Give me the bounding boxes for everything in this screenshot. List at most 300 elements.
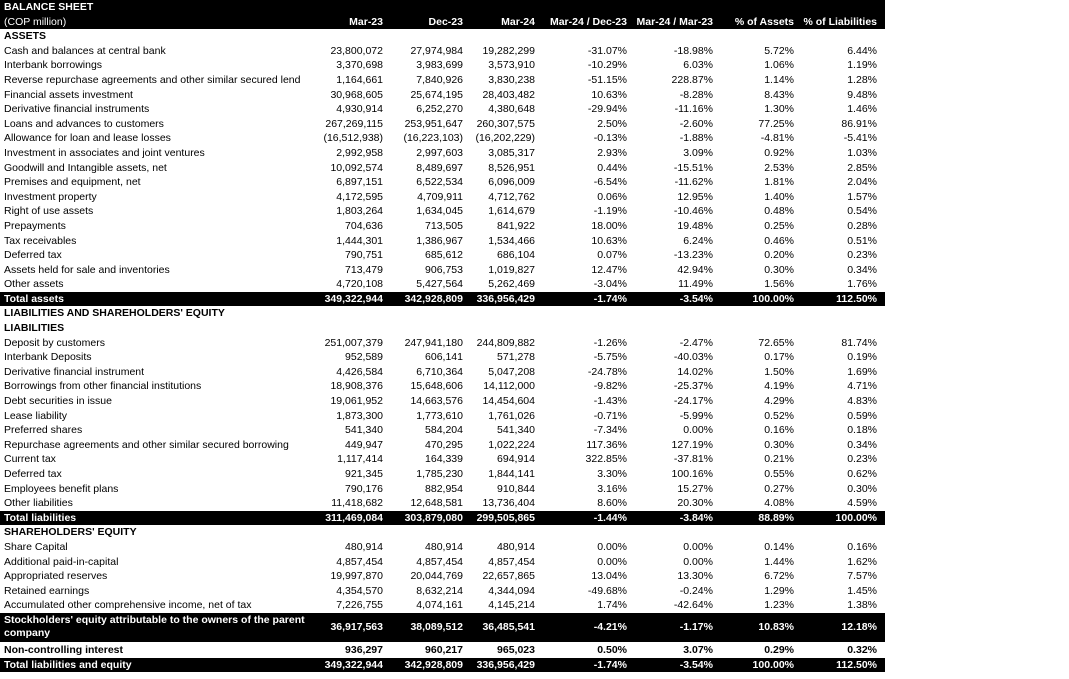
row-value: 1,785,230 xyxy=(416,468,463,480)
row-value: 112.50% xyxy=(836,658,877,671)
row-value: 0.27% xyxy=(764,482,794,495)
row-value: -42.64% xyxy=(673,599,713,612)
section-heading-liabilities: LIABILITIES xyxy=(4,322,65,335)
row-value: 11,418,682 xyxy=(331,497,383,510)
table-row xyxy=(0,219,885,234)
row-value: 4.59% xyxy=(847,497,877,510)
row-value: -11.16% xyxy=(674,103,713,116)
row-value: 1.30% xyxy=(764,103,794,116)
row-value: 228.87% xyxy=(671,73,713,86)
liabilities-rows xyxy=(0,336,885,511)
row-value: 0.21% xyxy=(764,453,794,466)
row-value: -1.17% xyxy=(679,620,713,633)
row-label: Investment property xyxy=(4,190,97,203)
row-value: 1.50% xyxy=(764,365,794,378)
row-value: 606,141 xyxy=(425,351,463,364)
table-row xyxy=(0,365,885,380)
row-value: 86.91% xyxy=(841,117,877,130)
table-row xyxy=(0,263,885,278)
row-value: 342,928,809 xyxy=(404,292,463,305)
row-value: 1.19% xyxy=(847,59,877,72)
row-label: Other assets xyxy=(4,278,64,291)
row-value: 0.23% xyxy=(847,453,877,466)
row-value: 8.43% xyxy=(764,88,794,101)
row-value: 694,914 xyxy=(497,453,535,466)
table-row xyxy=(0,569,885,584)
row-value: -8.28% xyxy=(679,88,713,101)
section-heading-assets: ASSETS xyxy=(4,30,47,43)
row-value: 0.30% xyxy=(847,482,877,495)
table-row xyxy=(0,248,885,263)
row-value: 336,956,429 xyxy=(476,658,535,671)
row-value: 30,968,605 xyxy=(330,88,383,101)
row-value: 4,344,094 xyxy=(488,584,535,597)
row-value: 921,345 xyxy=(345,468,383,480)
row-value: 4,354,570 xyxy=(336,584,383,597)
row-value: -1.26% xyxy=(593,336,627,349)
row-value: 4.29% xyxy=(764,395,794,408)
row-value: 8,632,214 xyxy=(416,584,463,597)
table-row xyxy=(0,117,885,132)
row-value: 349,322,944 xyxy=(324,658,383,671)
row-value: 1.56% xyxy=(764,278,794,291)
table-row xyxy=(0,482,885,497)
row-value: 0.17% xyxy=(764,351,794,364)
assets-rows xyxy=(0,44,885,292)
row-value: -2.60% xyxy=(679,117,713,130)
row-value: 1.76% xyxy=(847,278,877,291)
row-value: 952,589 xyxy=(345,351,383,364)
row-value: 0.92% xyxy=(764,146,794,159)
row-value: 0.00% xyxy=(597,555,627,568)
row-value: 1.40% xyxy=(764,190,794,203)
row-value: -7.34% xyxy=(593,424,627,437)
row-value: 6.03% xyxy=(683,59,713,72)
row-value: 0.00% xyxy=(683,424,713,437)
table-row xyxy=(0,204,885,219)
row-label: Total liabilities xyxy=(4,511,77,524)
row-value: 0.30% xyxy=(764,438,794,451)
row-value: -24.78% xyxy=(587,365,627,378)
row-label: Additional paid-in-capital xyxy=(4,555,119,568)
row-value: 77.25% xyxy=(758,117,794,130)
row-value: 936,297 xyxy=(345,643,383,656)
row-value: 1.45% xyxy=(847,584,877,597)
row-value: 1.06% xyxy=(764,59,794,72)
row-value: -49.68% xyxy=(587,584,627,597)
row-value: 1,873,300 xyxy=(336,409,383,422)
row-value: 8,526,951 xyxy=(488,161,535,174)
row-label: Preferred shares xyxy=(4,424,83,437)
row-value: 0.25% xyxy=(764,219,794,232)
row-label: Total liabilities and equity xyxy=(4,658,132,671)
row-value: 260,307,575 xyxy=(476,117,535,130)
row-value: 72.65% xyxy=(758,336,794,349)
table-row xyxy=(0,379,885,394)
row-value: 349,322,944 xyxy=(324,292,383,305)
row-value: 4.83% xyxy=(847,395,877,408)
row-value: 247,941,180 xyxy=(404,336,463,349)
row-value: 1,803,264 xyxy=(336,205,383,218)
table-row xyxy=(0,88,885,103)
row-label: Prepayments xyxy=(4,219,66,232)
row-value: -3.54% xyxy=(679,292,713,305)
table-row xyxy=(0,131,885,146)
row-value: 841,922 xyxy=(497,219,535,232)
table-row xyxy=(0,102,885,117)
row-value: -5.75% xyxy=(593,351,627,364)
row-value: 1,022,224 xyxy=(488,438,535,451)
row-value: 15.27% xyxy=(677,482,713,495)
row-value: 3.16% xyxy=(597,482,627,495)
row-value: 12.47% xyxy=(591,263,627,276)
row-label: Interbank Deposits xyxy=(4,351,92,364)
table-row xyxy=(0,394,885,409)
row-label: Accumulated other comprehensive income, net of tax xyxy=(4,599,252,612)
row-value: 1,117,414 xyxy=(337,453,383,466)
row-value: 910,844 xyxy=(497,482,535,495)
column-header: Mar-24 xyxy=(501,15,535,28)
row-value: 5,262,469 xyxy=(488,278,535,291)
table-row xyxy=(0,336,885,351)
row-label: Derivative financial instrument xyxy=(4,365,145,378)
row-value: 15,648,606 xyxy=(410,380,463,393)
row-label: Goodwill and Intangible assets, net xyxy=(4,161,167,174)
row-value: 6,096,009 xyxy=(488,176,535,189)
row-value: 18,908,376 xyxy=(330,380,383,393)
row-value: (16,223,103) xyxy=(403,132,463,145)
table-row xyxy=(0,44,885,59)
row-value: -4.81% xyxy=(760,132,794,145)
row-value: -0.71% xyxy=(593,409,627,422)
row-value: -9.82% xyxy=(593,380,627,393)
row-value: 4.08% xyxy=(764,497,794,510)
row-value: 0.14% xyxy=(764,540,794,553)
row-value: 164,339 xyxy=(425,453,463,466)
total-liabilities-row xyxy=(0,511,885,526)
row-value: 12.18% xyxy=(841,620,877,633)
row-value: -3.54% xyxy=(679,658,713,671)
row-value: 541,340 xyxy=(345,424,383,437)
row-value: -2.47% xyxy=(679,336,713,349)
row-value: 0.29% xyxy=(764,643,794,656)
row-value: 449,947 xyxy=(345,438,383,451)
row-label: Debt securities in issue xyxy=(4,395,112,408)
row-value: 13.04% xyxy=(591,570,627,583)
row-value: 4,074,161 xyxy=(416,599,463,612)
row-value: -25.37% xyxy=(673,380,713,393)
column-header: Mar-23 xyxy=(349,15,383,28)
row-value: -3.84% xyxy=(679,511,713,524)
row-value: 38,089,512 xyxy=(410,620,463,633)
row-value: 685,612 xyxy=(425,249,463,262)
row-value: 311,469,084 xyxy=(325,511,383,524)
row-value: 0.00% xyxy=(597,540,627,553)
row-value: 13.30% xyxy=(677,570,713,583)
row-value: 336,956,429 xyxy=(476,292,535,305)
row-value: 299,505,865 xyxy=(476,511,535,524)
row-value: 12,648,581 xyxy=(410,497,463,510)
row-label: Assets held for sale and inventories xyxy=(4,263,170,276)
row-value: 8.60% xyxy=(597,497,627,510)
row-value: 1.46% xyxy=(847,103,877,116)
row-value: 584,204 xyxy=(425,424,463,437)
row-value: 0.54% xyxy=(847,205,877,218)
row-label: Deferred tax xyxy=(4,468,62,480)
row-label: Current tax xyxy=(4,453,56,466)
total-row xyxy=(0,511,885,526)
row-value: 3,573,910 xyxy=(488,59,535,72)
row-value: 541,340 xyxy=(497,424,535,437)
row-value: 1.57% xyxy=(847,190,877,203)
row-value: 0.16% xyxy=(847,540,877,553)
row-value: -5.41% xyxy=(843,132,877,145)
row-value: -10.29% xyxy=(587,59,627,72)
row-value: 6,710,364 xyxy=(416,365,463,378)
row-value: 14,454,604 xyxy=(482,395,535,408)
row-value: 4,857,454 xyxy=(488,555,535,568)
table-row xyxy=(0,409,885,424)
row-value: 1.44% xyxy=(764,555,794,568)
table-row xyxy=(0,146,885,161)
table-row xyxy=(0,190,885,205)
row-value: -6.54% xyxy=(593,176,627,189)
row-value: 100.16% xyxy=(671,468,713,480)
row-value: -11.62% xyxy=(674,176,713,189)
row-value: -40.03% xyxy=(673,351,713,364)
row-value: 0.18% xyxy=(847,424,877,437)
table-row xyxy=(0,643,885,658)
row-value: 960,217 xyxy=(425,643,463,656)
row-value: 470,295 xyxy=(425,438,463,451)
row-value: 6,252,270 xyxy=(416,103,463,116)
row-label: Premises and equipment, net xyxy=(4,176,141,189)
row-value: 4,145,214 xyxy=(488,599,535,612)
row-value: 0.30% xyxy=(764,263,794,276)
table-row xyxy=(0,598,885,613)
row-value: 19,997,870 xyxy=(330,570,383,583)
row-value: 3,983,699 xyxy=(416,59,463,72)
row-label: Right of use assets xyxy=(4,205,94,218)
table-row xyxy=(0,467,885,482)
row-label: Reverse repurchase agreements and other similar secured lend xyxy=(4,73,301,86)
row-value: 10,092,574 xyxy=(330,161,383,174)
row-value: 7,840,926 xyxy=(416,73,463,86)
row-value: 88.89% xyxy=(758,511,794,524)
row-value: 6.44% xyxy=(847,44,877,57)
row-value: 1,761,026 xyxy=(488,409,535,422)
change-group-label: Change xyxy=(905,1,944,13)
row-value: 2.53% xyxy=(764,161,794,174)
row-value: 790,176 xyxy=(345,482,383,495)
row-value: 5,427,564 xyxy=(416,278,463,291)
row-value: 0.00% xyxy=(683,555,713,568)
row-value: 2.04% xyxy=(847,176,877,189)
header-row-columns xyxy=(0,15,885,30)
row-value: 480,914 xyxy=(497,540,535,553)
row-value: 1,386,967 xyxy=(416,234,463,247)
row-value: 3,085,317 xyxy=(488,146,535,159)
row-value: 3.09% xyxy=(683,146,713,159)
table-row xyxy=(0,350,885,365)
row-value: 882,954 xyxy=(425,482,463,495)
row-label: Cash and balances at central bank xyxy=(4,44,166,57)
row-value: 0.59% xyxy=(847,409,877,422)
row-value: 1.23% xyxy=(764,599,794,612)
row-value: 0.06% xyxy=(597,190,627,203)
row-value: -1.74% xyxy=(593,658,627,671)
row-label: Stockholders' equity attributable to the owners of the parent company xyxy=(4,613,305,639)
row-value: 1.28% xyxy=(847,73,877,86)
row-label: Repurchase agreements and other similar secured borrowing xyxy=(4,438,289,451)
row-value: 1,164,661 xyxy=(336,73,383,86)
table-row xyxy=(0,452,885,467)
row-value: 906,753 xyxy=(425,263,463,276)
total-row xyxy=(0,292,885,307)
row-label: Lease liability xyxy=(4,409,68,422)
row-value: 3.07% xyxy=(683,643,713,656)
row-label: Share Capital xyxy=(4,540,68,553)
row-value: 11.49% xyxy=(678,278,713,291)
row-value: 2,992,958 xyxy=(336,146,383,159)
row-value: 14.02% xyxy=(677,365,713,378)
row-value: 20.30% xyxy=(677,497,713,510)
row-label: Deferred tax xyxy=(4,249,62,262)
row-value: 1.81% xyxy=(764,176,794,189)
row-value: 4.71% xyxy=(847,380,877,393)
table-row xyxy=(0,234,885,249)
row-value: -24.17% xyxy=(673,395,713,408)
row-value: 713,479 xyxy=(345,263,383,276)
row-value: 12.95% xyxy=(677,190,713,203)
row-value: 571,278 xyxy=(497,351,535,364)
row-label: Employees benefit plans xyxy=(4,482,119,495)
row-value: 0.00% xyxy=(683,540,713,553)
row-value: -5.99% xyxy=(679,409,713,422)
row-value: 27,974,984 xyxy=(410,44,463,57)
row-value: 14,112,000 xyxy=(483,380,535,393)
table-title: BALANCE SHEET xyxy=(4,1,94,13)
row-value: 5,047,208 xyxy=(488,365,535,378)
row-value: 6,897,151 xyxy=(336,176,383,189)
row-value: 0.44% xyxy=(597,161,627,174)
table-row xyxy=(0,175,885,190)
table-row xyxy=(0,540,885,555)
row-value: 117.36% xyxy=(586,438,627,451)
row-value: 6.24% xyxy=(683,234,713,247)
row-value: -10.46% xyxy=(673,205,713,218)
row-value: 13,736,404 xyxy=(482,497,535,510)
row-value: 1,773,610 xyxy=(416,409,463,422)
row-value: -3.04% xyxy=(593,278,627,291)
row-label: Loans and advances to customers xyxy=(4,117,164,130)
row-value: 3.30% xyxy=(597,468,627,480)
row-value: 322.85% xyxy=(585,453,627,466)
row-value: 9.48% xyxy=(847,88,877,101)
non-controlling-row xyxy=(0,643,885,658)
row-value: 8,489,697 xyxy=(416,161,463,174)
row-value: 267,269,115 xyxy=(325,117,383,130)
row-label: Financial assets investment xyxy=(4,88,133,101)
row-value: 244,809,882 xyxy=(476,336,535,349)
row-value: 0.34% xyxy=(847,438,877,451)
row-value: -1.88% xyxy=(679,132,713,145)
row-value: 3,370,698 xyxy=(336,59,383,72)
row-value: -31.07% xyxy=(587,44,627,57)
row-value: 342,928,809 xyxy=(404,658,463,671)
table-row xyxy=(0,584,885,599)
row-value: -13.23% xyxy=(673,249,713,262)
row-value: 36,917,563 xyxy=(330,620,383,633)
total-assets-row xyxy=(0,292,885,307)
table-row xyxy=(0,161,885,176)
row-value: -4.21% xyxy=(593,620,627,633)
row-value: -1.44% xyxy=(593,511,627,524)
row-value: 81.74% xyxy=(841,336,877,349)
row-value: 2,997,603 xyxy=(416,146,463,159)
table-row xyxy=(0,555,885,570)
row-label: Deposit by customers xyxy=(4,336,105,349)
row-value: (16,202,229) xyxy=(475,132,535,145)
row-value: 5.72% xyxy=(764,44,794,57)
row-value: (16,512,938) xyxy=(323,132,383,145)
row-value: -1.19% xyxy=(593,205,627,218)
row-value: 4,426,584 xyxy=(336,365,383,378)
row-value: 28,403,482 xyxy=(482,88,535,101)
row-value: 1.62% xyxy=(847,555,877,568)
row-value: 10.83% xyxy=(758,620,794,633)
table-row xyxy=(0,58,885,73)
row-label: Appropriated reserves xyxy=(4,570,108,583)
row-value: 0.19% xyxy=(847,351,877,364)
row-label: Derivative financial instruments xyxy=(4,103,150,116)
unit-label: (COP million) xyxy=(4,15,67,28)
row-value: 0.16% xyxy=(764,424,794,437)
row-value: 10.63% xyxy=(591,234,627,247)
column-header: Mar-24 / Mar-23 xyxy=(636,15,713,28)
row-value: -0.13% xyxy=(593,132,627,145)
row-label: Retained earnings xyxy=(4,584,90,597)
table-row xyxy=(0,73,885,88)
total-liabilities-equity-row xyxy=(0,658,885,673)
row-value: 100.00% xyxy=(752,658,794,671)
row-value: 18.00% xyxy=(591,219,627,232)
row-value: 4,712,762 xyxy=(488,190,535,203)
row-value: 4,380,648 xyxy=(488,103,535,116)
row-value: 1.38% xyxy=(847,599,877,612)
row-label: Allowance for loan and lease losses xyxy=(4,132,171,145)
row-value: 25,674,195 xyxy=(410,88,463,101)
row-value: 686,104 xyxy=(497,249,535,262)
table-row xyxy=(0,496,885,511)
row-value: 127.19% xyxy=(671,438,713,451)
section-heading-liab-equity: LIABILITIES AND SHAREHOLDERS' EQUITY xyxy=(4,307,225,320)
row-label: Tax receivables xyxy=(4,234,77,247)
row-value: 1.03% xyxy=(847,146,877,159)
row-value: 1.69% xyxy=(847,365,877,378)
row-value: 0.62% xyxy=(847,468,877,480)
row-value: 1.29% xyxy=(764,584,794,597)
row-value: 0.48% xyxy=(764,205,794,218)
row-label: Total assets xyxy=(4,292,64,305)
row-value: 4.19% xyxy=(764,380,794,393)
row-value: 253,951,647 xyxy=(404,117,463,130)
row-value: 0.28% xyxy=(847,219,877,232)
row-value: 4,857,454 xyxy=(416,555,463,568)
row-label: Non-controlling interest xyxy=(4,643,123,656)
row-value: 19,282,299 xyxy=(482,44,535,57)
row-value: 0.07% xyxy=(597,249,627,262)
